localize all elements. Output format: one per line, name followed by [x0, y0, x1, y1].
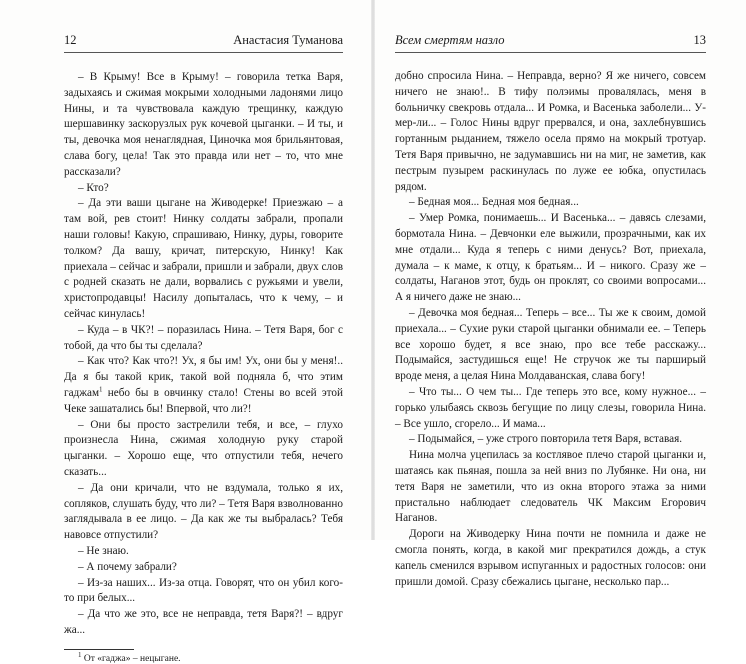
paragraph: – Не знаю. [78, 544, 129, 557]
right-page-header [395, 33, 706, 53]
paragraph: – Бедная моя... Бедная моя бедная... [409, 196, 579, 209]
right-page-number: 13 [693, 33, 706, 47]
footnote-number: 1 [78, 650, 82, 659]
paragraph: – Кто? [78, 181, 109, 194]
footnote-divider [64, 649, 134, 650]
paragraph: – Умер Ромка, понимаешь... И Васенька... – давясь слезами, бормотала Нина. – Девчонки еле выжили, прозрачными, как их мне отдали... Куда я теперь с ними денусь? Вот, приехала, думала – к маме, к отцу, к братьям... И – никого. Сразу же – солдаты, Наганов этот, будь он проклят, со своими вопросами... А я ничего даже не знаю... [395, 212, 706, 304]
right-page-body [395, 69, 706, 590]
paragraph [64, 354, 343, 417]
left-page-number: 12 [64, 33, 77, 47]
paragraph: – Что ты... О чем ты... Где теперь это все, кому нужное... – горько улыбаясь сквозь бегущие по лицу слезы, говорила Нина. – Все ушло, сгорело... И мама... [395, 385, 706, 430]
paragraph: – Куда – в ЧК?! – поразилась Нина. – Тетя Варя, бог с тобой, да что бы ты сделала? [64, 323, 343, 352]
left-page-header [64, 33, 343, 53]
paragraph: Дороги на Живодерку Нина почти не помнила и даже не смогла понять, когда, в какой миг прекратился дождь, а стук капель сменился взрывом испуганных и радостных голосов: они пришли домой. Сразу сбежались цыгане, несколько пар... [395, 528, 706, 588]
paragraph: – Да что же это, все не неправда, тетя Варя?! – вдруг жа... [64, 608, 343, 636]
footnote-text: От «гаджа» – нецыгане. [83, 653, 181, 664]
footnote-mark: 1 [99, 385, 103, 394]
paragraph: – Да они кричали, что не вздумала, только я их, сопляков, слушать буду, что ли? – Тетя Варя взволнованно заглядывала в ее лицо. – Да как же ты выбралась? Тебя навовсе отпустили? [64, 481, 343, 542]
left-running-head: Анастасия Туманова [233, 33, 343, 47]
paragraph: Нина молча уцепилась за костлявое плечо старой цыганки и, шатаясь как пьяная, пошла за ней вниз по Лубянке. Ни она, ни тетя Варя не заметили, что из окна второго этажа за ними пристально наблюдает следователь ЧК Максим Егорович Наганов. [395, 449, 706, 525]
paragraph-text: – Как что? Как что?! Ух, я бы им! Ух, они бы у меня!.. Да я бы такой крик, такой вой подняла б, что этим гаджам [64, 355, 343, 399]
footnote [64, 650, 343, 664]
paragraph: – Подымайся, – уже строго повторила тетя Варя, вставая. [409, 433, 683, 446]
paragraph: – В Крыму! Все в Крыму! – говорила тетка Варя, задыхаясь и сжимая мокрыми холодными ладонями лицо Нины, и та чувствовала каждую трещинку, каждую шершавинку заскорузлых рук кочевой цыганки. – И ты, и ты, девочка моя ненаглядная, Циночка моя брильянтовая, слава богу, цела! Так это правда или нет – то, что мне рассказали? [64, 71, 343, 178]
paragraph: – Девочка моя бедная... Теперь – все... Ты же к своим, домой приехала... – Сухие руки старой цыганки обнимали ее. – Теперь все хорошо будет, я все знаю, про все тебе расскажу... Подымайся, застудишься еще! Не стручок же ты парширый вроде меня, а целая Нина Молдаванская, слава богу! [395, 306, 706, 383]
right-running-head: Всем смертям назло [395, 33, 505, 47]
right-page [373, 0, 746, 588]
paragraph: добно спросила Нина. – Неправда, верно? Я же ничего, совсем ничего не знаю!.. В тифу полэимы провалялась, меня в больничку свекровь отдала... И Ромка, и Васенька заболели... У-мер-ли... – Голос Нины вдруг прервался, и она, захлебнувшись гортанным рыданием, тяжело осела прямо на мокрый тротуар. Тетя Варя привычно, не задумавшись ни на миг, не заметив, как пестрым пузырем раскинулась по луже ее юбка, опустилась рядом. [395, 70, 706, 193]
paragraph: – Да эти ваши цыгане на Живодерке! Приезжаю – а там вой, рев стоит! Нинку солдаты забрали, пропали наши головы! Какую, спрашиваю, Нинку, дуры, говорите толком? Да вашу, кричат, питерскую, Нинку! Как приехала – сейчас и забрали, пришли и забрали, двух слов с родней сказать не дали, ворвались с ружьями и увели, христопродавцы! Насилу допыталась, что к чему, – и сейчас кинулась! [64, 197, 343, 320]
paragraph: – А почему забрали? [78, 560, 177, 573]
paragraph: – Из-за наших... Из-за отца. Говорят, что он убил кого-то при белых... [64, 576, 343, 605]
paragraph-text: небо бы в овчинку стало! Стены во всей этой Чеке зашатались бы! Впервой, что ли?! [64, 386, 344, 415]
left-page-body [64, 70, 343, 639]
paragraph: – Они бы просто застрелили тебя, и все, – глухо произнесла Нина, сжимая холодную руку старой цыганки. – Хорошо еще, что отпустили тебя, нечего сказать... [64, 418, 343, 478]
